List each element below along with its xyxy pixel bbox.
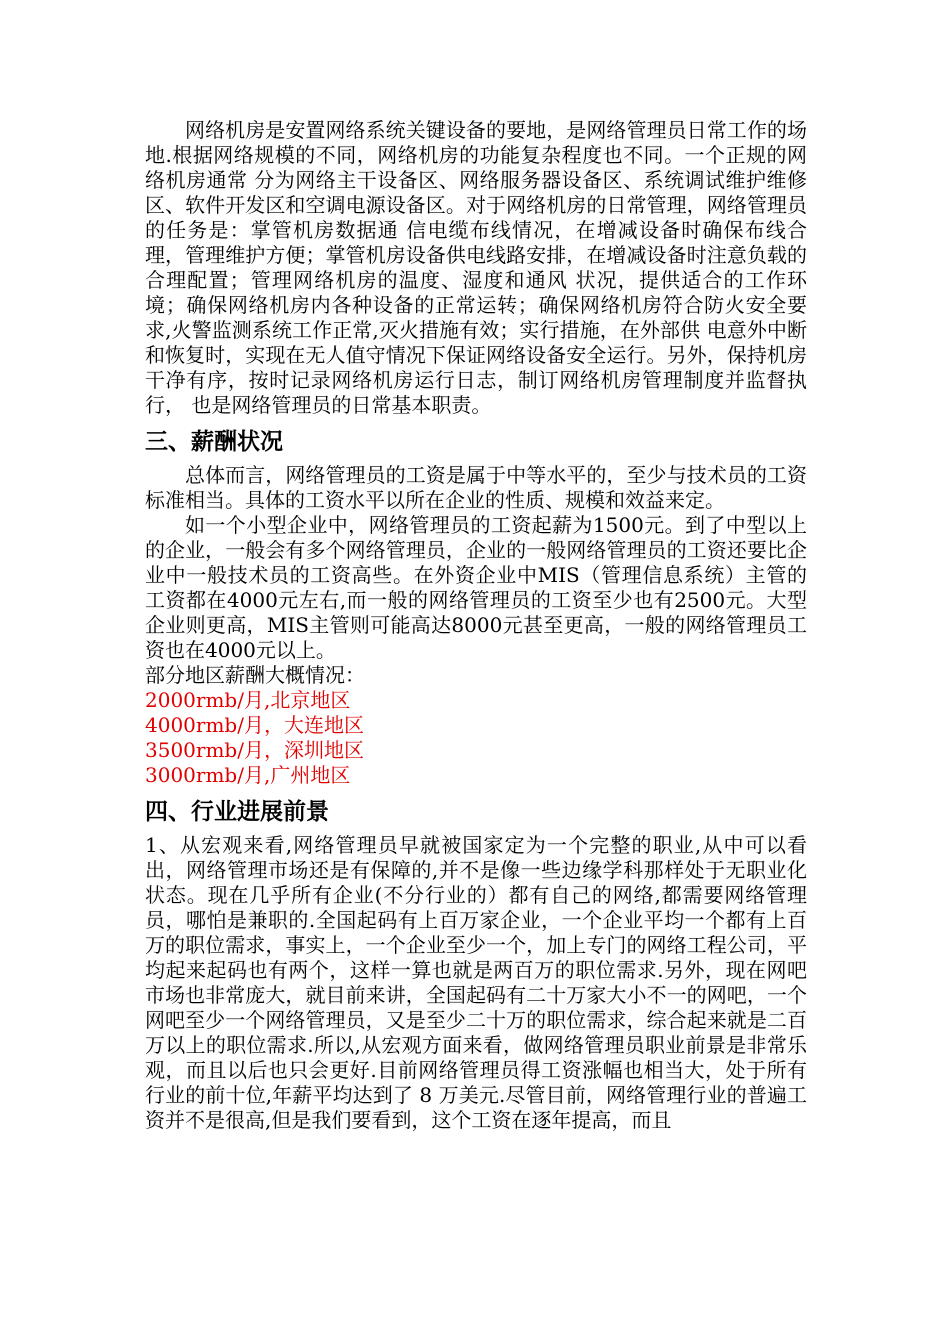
salary-line-dalian: 4000rmb/月，大连地区 [145,713,364,737]
salary-paragraph-1: 总体而言，网络管理员的工资是属于中等水平的，至少与技术员的工资标准相当。具体的工资水平以所在企业的性质、规模和效益来定。 [145,463,807,512]
salary-region-intro: 部分地区薪酬大概情况： [145,663,365,687]
intro-paragraph: 网络机房是安置网络系统关键设备的要地，是网络管理员日常工作的场地.根据网络规模的不同，网络机房的功能复杂程度也不同。一个正规的网络机房通常 分为网络主干设备区、网络服务器设备区、系统调试维护维修区、软件开发区和空调电源设备区。对于网络机房的日常管理，网络管理员的任务是：掌管机房数据通 信电缆布线情况，在增减设备时确保布线合理，管理维护方便；掌管机房设备供电线路安排，在增减设备时注意负载的合理配置；管理网络机房的温度、湿度和通风 状况，提供适合的工作环境；确保网络机房内各种设备的正常运转；确保网络机房符合防火安全要求,火警监测系统工作正常,灭火措施有效；实行措施，在外部供 电意外中断和恢复时，实现在无人值守情况下保证网络设备安全运行。另外，保持机房干净有序，按时记录网络机房运行日志，制订网络机房管理制度并监督执行， 也是网络管理员的日常基本职责。 [145,118,807,417]
salary-line-shenzhen: 3500rmb/月，深圳地区 [145,738,364,762]
salary-line-beijing: 2000rmb/月,北京地区 [145,688,351,712]
prospects-paragraph: 1、从宏观来看,网络管理员早就被国家定为一个完整的职业,从中可以看出，网络管理市场还是有保障的,并不是像一些边缘学科那样处于无职业化状态。现在几乎所有企业(不分行业的）都有自己的网络,都需要网络管理员，哪怕是兼职的.全国起码有上百万家企业，一个企业平均一个都有上百万的职位需求，事实上，一个企业至少一个，加上专门的网络工程公司，平均起来起码也有两个，这样一算也就是两百万的职位需求.另外，现在网吧市场也非常庞大，就目前来讲，全国起码有二十万家大小不一的网吧，一个网吧至少一个网络管理员，又是至少二十万的职位需求，综合起来就是二百万以上的职位需求.所以,从宏观方面来看，做网络管理员职业前景是非常乐观，而且以后也只会更好.目前网络管理员得工资涨幅也相当大，处于所有行业的前十位,年薪平均达到了 8 万美元.尽管目前，网络管理行业的普遍工资并不是很高,但是我们要看到，这个工资在逐年提高，而且 [145,833,807,1132]
salary-line-guangzhou: 3000rmb/月,广州地区 [145,763,351,787]
salary-paragraph-2: 如一个小型企业中，网络管理员的工资起薪为1500元。到了中型以上的企业，一般会有多个网络管理员，企业的一般网络管理员的工资还要比企业中一般技术员的工资高些。在外资企业中MIS（管理信息系统）主管的工资都在4000元左右,而一般的网络管理员的工资至少也有2500元。大型企业则更高，MIS主管则可能高达8000元甚至更高，一般的网络管理员工资也在4000元以上。 [145,513,807,662]
section-heading-salary: 三、薪酬状况 [145,428,283,455]
section-heading-prospects: 四、行业进展前景 [145,798,329,825]
document-page [145,118,807,1133]
